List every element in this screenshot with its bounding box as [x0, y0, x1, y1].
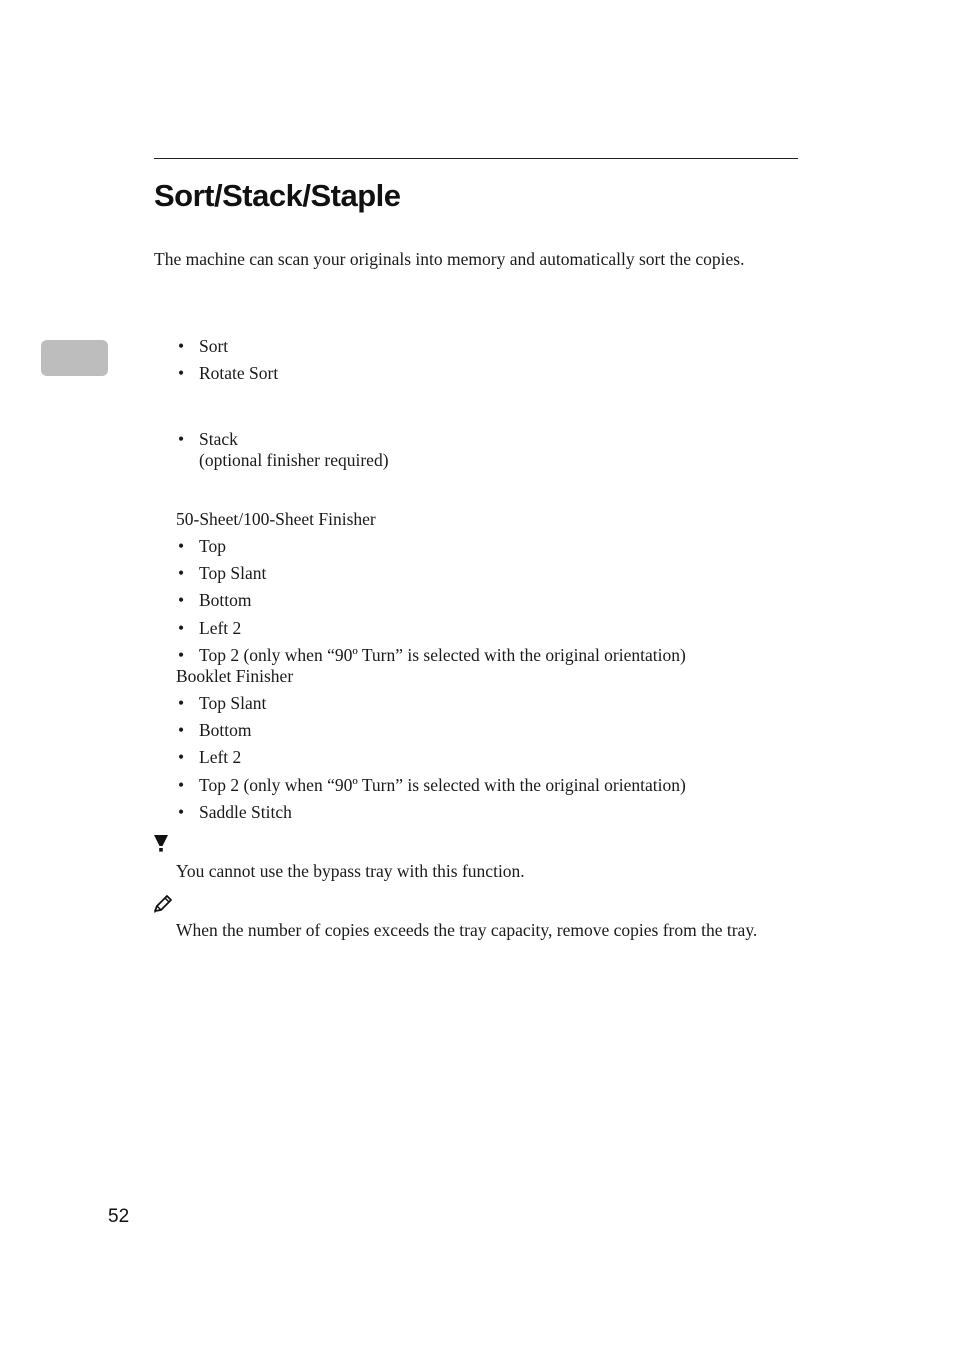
bullet-glyph: •	[178, 720, 185, 740]
bullet-glyph: •	[178, 645, 185, 665]
list-item: Bottom	[199, 720, 252, 740]
bullet-glyph: •	[178, 747, 185, 767]
bullet-glyph: •	[178, 429, 185, 449]
finisher-heading: 50-Sheet/100-Sheet Finisher	[176, 509, 376, 529]
list-item: Left 2	[199, 747, 242, 767]
list-item: Top Slant	[199, 693, 267, 713]
bullet-glyph: •	[178, 363, 185, 383]
header-rule	[154, 158, 798, 159]
list-item: Top	[199, 536, 226, 556]
list-item-sort: Sort	[199, 336, 229, 356]
note-pencil-icon	[152, 894, 174, 914]
bullet-glyph: •	[178, 775, 185, 795]
bullet-glyph: •	[178, 536, 185, 556]
list-item-stack: Stack	[199, 429, 238, 449]
chapter-tab	[41, 340, 108, 376]
page-title: Sort/Stack/Staple	[154, 178, 401, 213]
list-item: Saddle Stitch	[199, 802, 292, 822]
list-item: Top Slant	[199, 563, 267, 583]
list-item: Left 2	[199, 618, 242, 638]
bullet-glyph: •	[178, 336, 185, 356]
page-number: 52	[108, 1206, 130, 1227]
list-item: Top 2 (only when “90º Turn” is selected with the original orientation)	[199, 775, 686, 795]
finisher-heading: Booklet Finisher	[176, 666, 294, 686]
bullet-glyph: •	[178, 802, 185, 822]
important-icon	[152, 833, 170, 855]
important-text: You cannot use the bypass tray with this function.	[176, 861, 525, 881]
bullet-glyph: •	[178, 590, 185, 610]
list-item: Top 2 (only when “90º Turn” is selected with the original orientation)	[199, 645, 686, 665]
bullet-glyph: •	[178, 618, 185, 638]
list-item: Bottom	[199, 590, 252, 610]
intro-paragraph: The machine can scan your originals into memory and automatically sort the copies.	[154, 249, 745, 269]
bullet-glyph: •	[178, 693, 185, 713]
bullet-glyph: •	[178, 563, 185, 583]
note-text: When the number of copies exceeds the tray capacity, remove copies from the tray.	[176, 920, 758, 940]
list-item-rotate-sort: Rotate Sort	[199, 363, 279, 383]
stack-note: (optional finisher required)	[199, 450, 389, 470]
